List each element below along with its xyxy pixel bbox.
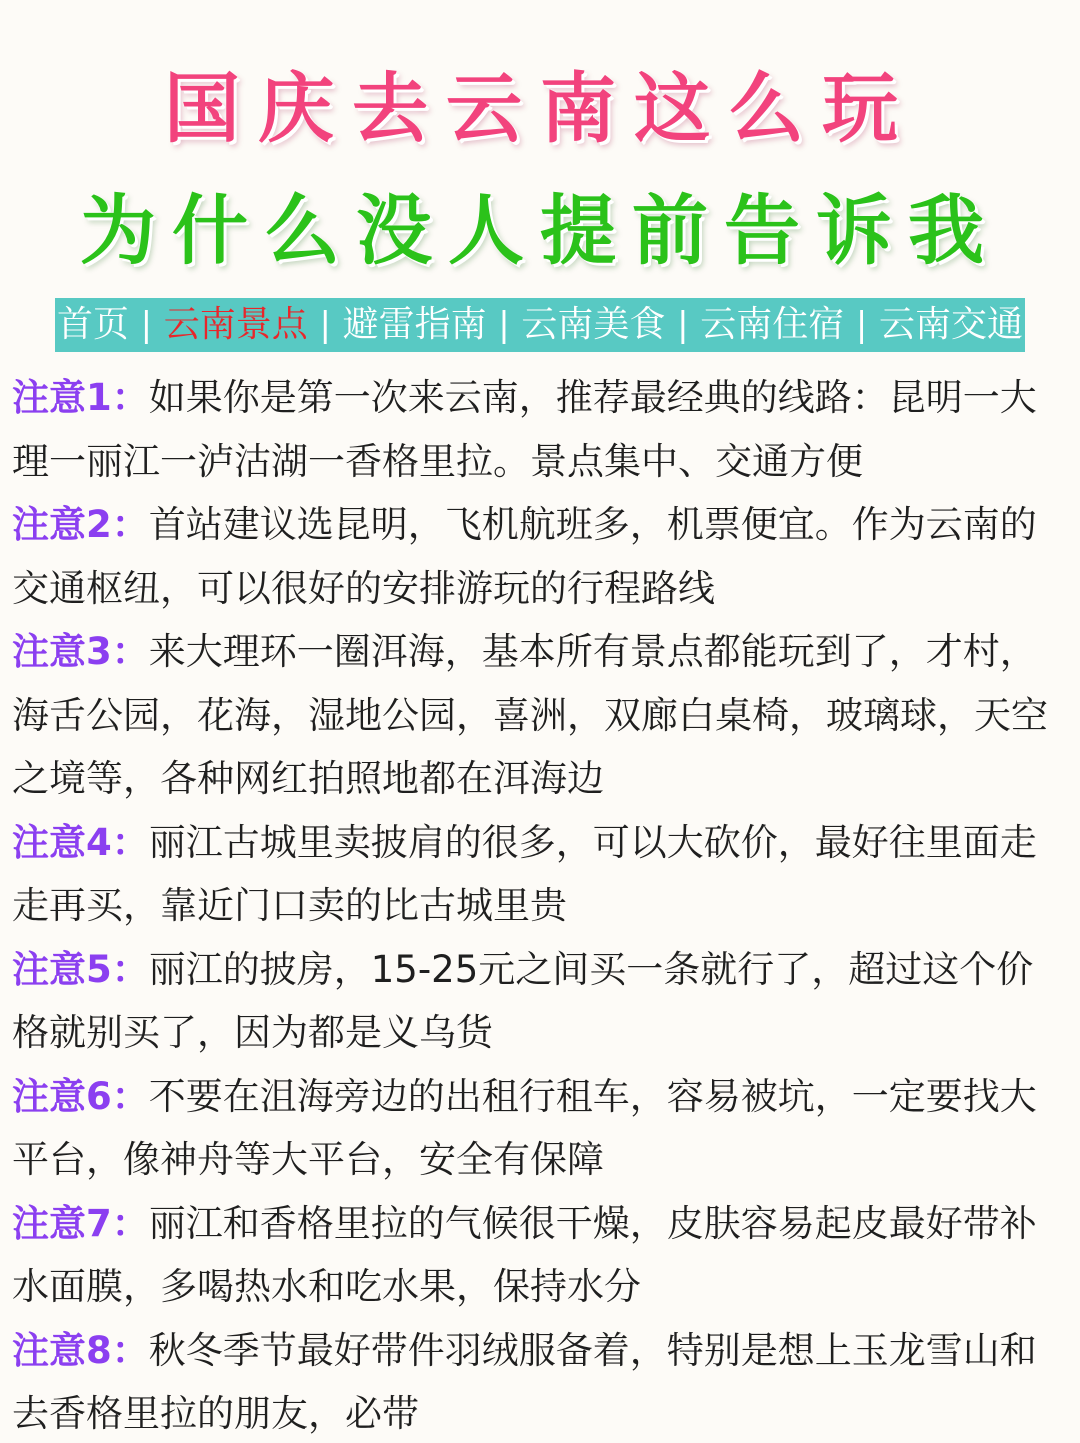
nav-separator: |	[319, 305, 331, 345]
note-item	[12, 1192, 1070, 1319]
note-label: 注意6：	[12, 1074, 149, 1118]
nav-item-home[interactable]: 首页	[57, 304, 130, 345]
nav-separator: |	[855, 305, 868, 345]
note-text: 来大理环一圈洱海，基本所有景点都能玩到了，才村，海舌公园，花海，湿地公园，喜洲，双廊白桌椅，玻璃球，天空之境等，各种网红拍照地都在洱海边	[12, 630, 1048, 800]
category-nav-bar	[55, 298, 1025, 352]
note-item	[12, 1319, 1070, 1443]
note-label: 注意8：	[12, 1328, 149, 1372]
nav-separator: |	[677, 305, 689, 345]
nav-separator: |	[498, 305, 510, 345]
note-text: 丽江的披房，15-25元之间买一条就行了，超过这个价格就别买了，因为都是义乌货	[12, 947, 1034, 1054]
notes-list	[12, 366, 1070, 1443]
note-label: 注意2：	[12, 503, 149, 546]
note-label: 注意4：	[12, 820, 149, 864]
note-item	[12, 366, 1070, 493]
nav-item-attractions[interactable]: 云南景点	[163, 304, 308, 345]
nav-item-lodging[interactable]: 云南住宿	[700, 304, 845, 345]
note-item	[12, 493, 1070, 620]
note-label: 注意7：	[12, 1201, 149, 1245]
note-text: 丽江和香格里拉的气候很干燥，皮肤容易起皮最好带补水面膜，多喝热水和吃水果，保持水分	[12, 1201, 1037, 1308]
nav-separator: |	[140, 305, 153, 345]
nav-item-transport[interactable]: 云南交通	[878, 304, 1023, 345]
note-item	[12, 811, 1070, 938]
title-line-1: 国庆去云南这么玩	[164, 64, 916, 153]
note-text: 不要在沮海旁边的出租行租车，容易被坑，一定要找大平台，像神舟等大平台，安全有保障	[12, 1074, 1037, 1181]
title-line-2: 为什么没人提前告诉我	[80, 186, 1000, 275]
nav-item-pitfall-guide[interactable]: 避雷指南	[342, 304, 487, 345]
note-text: 首站建议选昆明，飞机航班多，机票便宜。作为云南的交通枢纽，可以很好的安排游玩的行程路线	[12, 503, 1037, 610]
note-label: 注意5：	[12, 947, 149, 991]
note-label: 注意1：	[12, 376, 149, 419]
note-item	[12, 938, 1070, 1065]
note-text: 丽江古城里卖披肩的很多，可以大砍价，最好往里面走走再买，靠近门口卖的比古城里贵	[12, 820, 1037, 927]
note-text: 秋冬季节最好带件羽绒服备着，特别是想上玉龙雪山和去香格里拉的朋友，必带	[12, 1328, 1037, 1435]
note-item	[12, 620, 1070, 811]
note-item	[12, 1065, 1070, 1192]
nav-item-food[interactable]: 云南美食	[521, 304, 666, 345]
note-text: 如果你是第一次来云南，推荐最经典的线路：昆明一大理一丽江一泸沽湖一香格里拉。景点集中、交通方便	[12, 376, 1037, 483]
note-label: 注意3：	[12, 630, 149, 673]
